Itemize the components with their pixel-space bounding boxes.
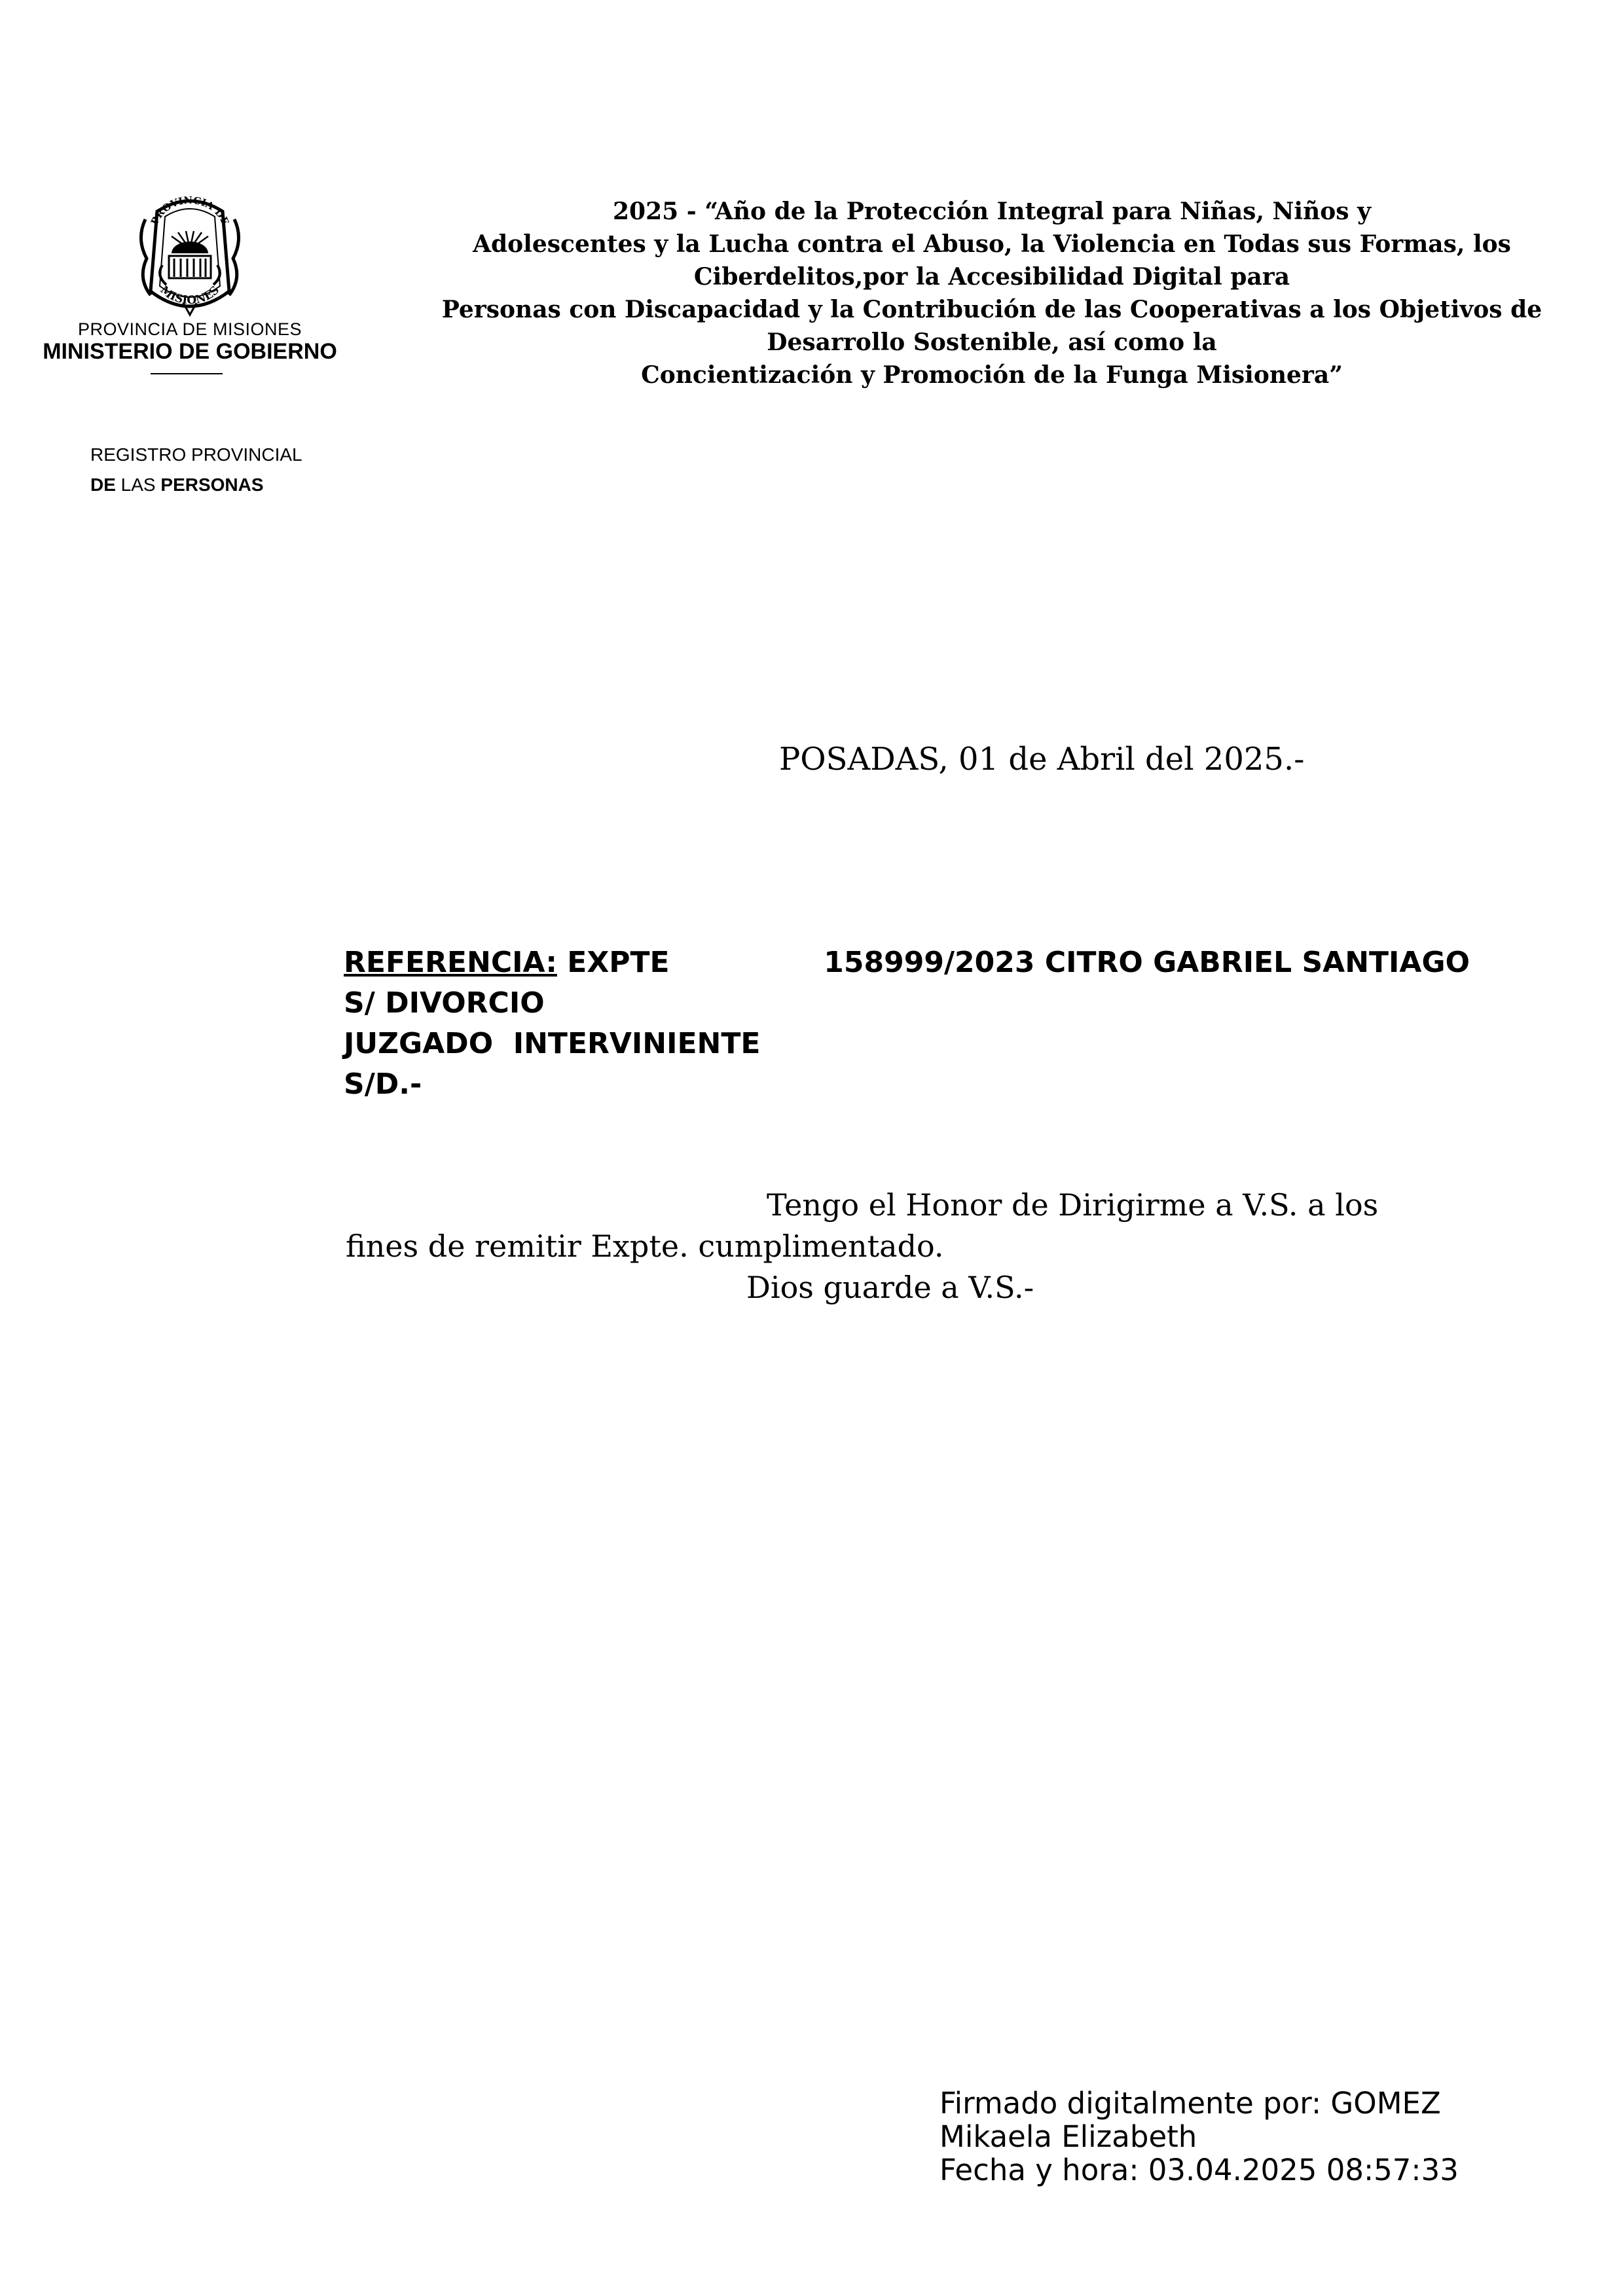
motto-line: Desarrollo Sostenible, así como la — [767, 329, 1217, 356]
year-motto — [393, 195, 1591, 391]
svg-text:MISIONES: MISIONES — [157, 283, 223, 308]
reference-block — [344, 942, 1470, 1105]
provincial-seal-icon — [131, 193, 249, 317]
registry-department — [90, 440, 302, 500]
digital-signature — [939, 2087, 1459, 2187]
signature-line-2: Mikaela Elizabeth — [939, 2119, 1197, 2154]
document-date: POSADAS, 01 de Abril del 2025.- — [779, 741, 1305, 778]
body-line-1: Tengo el Honor de Dirigirme a V.S. a los — [767, 1187, 1379, 1223]
body-line-3: Dios guarde a V.S.- — [746, 1270, 1034, 1305]
reference-line-3: JUZGADO INTERVINIENTE — [344, 1027, 761, 1060]
motto-line: 2025 - “Año de la Protección Integral para Niñas, Niños y — [612, 198, 1371, 225]
province-name: PROVINCIA DE MISIONES — [77, 319, 302, 339]
registry-line-1: REGISTRO PROVINCIAL — [90, 444, 302, 465]
letter-body — [346, 1185, 1378, 1308]
reference-case: 158999/2023 CITRO GABRIEL SANTIAGO — [824, 946, 1470, 979]
reference-line-1 — [344, 942, 1470, 983]
reference-line-2: S/ DIVORCIO — [344, 986, 545, 1020]
motto-line: Concientización y Promoción de la Funga Misionera” — [641, 361, 1343, 389]
ministry-name: MINISTERIO DE GOBIERNO — [43, 339, 337, 364]
reference-line-4: S/D.- — [344, 1067, 422, 1101]
reference-label: REFERENCIA: — [344, 946, 557, 979]
svg-text:PROVINCIA DE: PROVINCIA DE — [148, 194, 232, 227]
signature-line-3: Fecha y hora: 03.04.2025 08:57:33 — [939, 2153, 1459, 2187]
registry-word-de: DE — [90, 475, 116, 495]
signature-line-1: Firmado digitalmente por: GOMEZ — [939, 2086, 1441, 2121]
motto-line: Adolescentes y la Lucha contra el Abuso, la Violencia en Todas sus Formas, los — [473, 230, 1511, 258]
reference-expte: EXPTE — [567, 946, 670, 979]
reference-label-group — [344, 942, 670, 983]
registry-word-las: LAS — [115, 475, 161, 495]
motto-line: Ciberdelitos,por la Accesibilidad Digital para — [693, 263, 1290, 291]
motto-line: Personas con Discapacidad y la Contribución de las Cooperativas a los Objetivos de — [441, 296, 1542, 323]
ministry-underline — [151, 373, 223, 374]
registry-word-personas: PERSONAS — [160, 475, 264, 495]
registry-line-2 — [90, 470, 302, 500]
body-line-2: fines de remitir Expte. cumplimentado. — [346, 1229, 944, 1264]
